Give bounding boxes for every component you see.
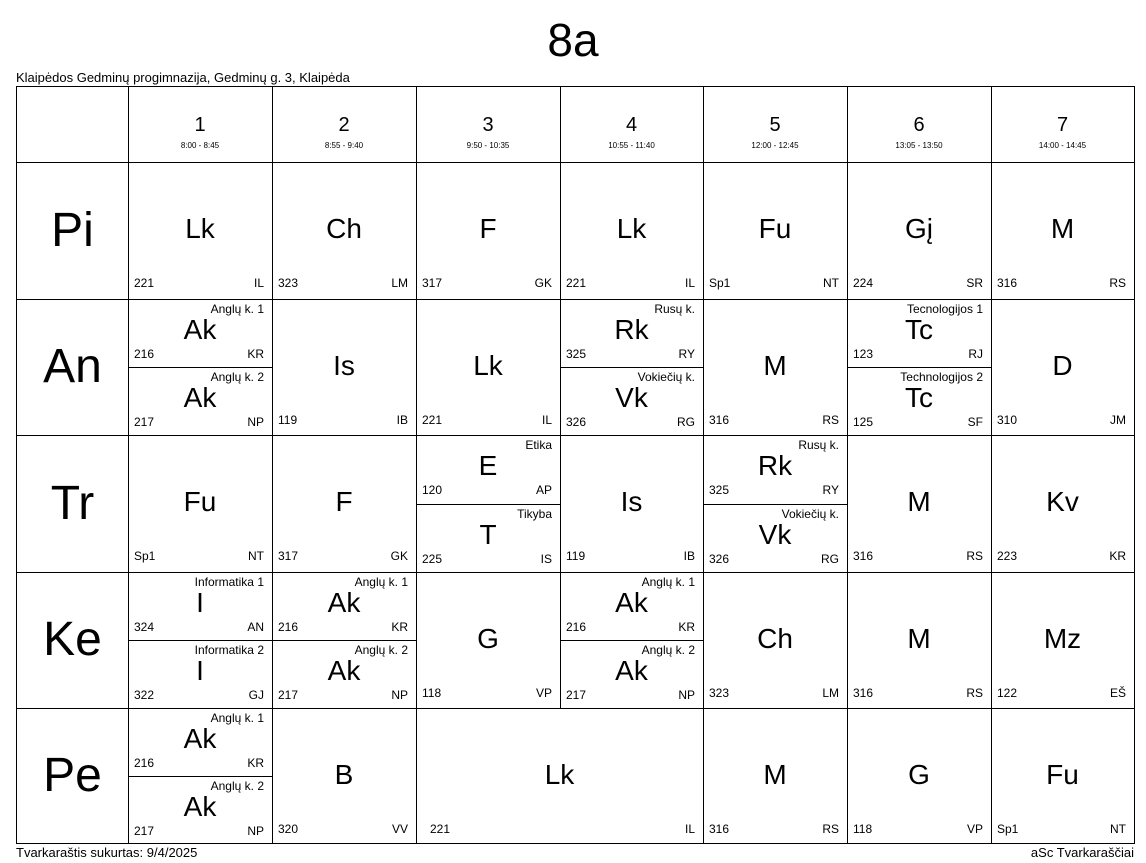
teacher-code: RG xyxy=(677,415,695,429)
group-name: Anglų k. 1 xyxy=(641,575,695,589)
column-divider xyxy=(847,435,848,572)
group-name: Vokiečių k. xyxy=(637,370,695,384)
subject-code: Kv xyxy=(1046,486,1079,517)
lesson-cell[interactable] xyxy=(847,299,991,367)
lesson-cell[interactable] xyxy=(416,435,560,504)
subject-code: F xyxy=(479,213,497,244)
teacher-code: RY xyxy=(678,347,695,361)
lesson-cell[interactable] xyxy=(416,572,560,708)
lesson-cell[interactable] xyxy=(991,572,1134,708)
teacher-code: RJ xyxy=(968,347,983,361)
room-number: 316 xyxy=(853,686,874,700)
room-number: 119 xyxy=(566,549,586,563)
day-label: Ke xyxy=(43,613,102,666)
room-number: 316 xyxy=(997,276,1018,290)
lesson-cell[interactable] xyxy=(847,162,991,299)
column-divider xyxy=(991,572,992,708)
lesson-cell[interactable] xyxy=(991,299,1134,435)
teacher-code: NP xyxy=(678,688,695,702)
column-divider xyxy=(128,162,129,299)
column-divider xyxy=(847,162,848,299)
room-number: 322 xyxy=(134,688,155,702)
column-divider xyxy=(128,708,129,844)
teacher-code: SR xyxy=(966,276,983,290)
room-number: 320 xyxy=(278,822,299,836)
header-bottom-line xyxy=(17,162,1134,163)
column-divider xyxy=(272,299,273,435)
period-time: 14:00 - 14:45 xyxy=(1038,141,1087,150)
room-number: 221 xyxy=(422,413,443,427)
teacher-code: KR xyxy=(678,620,695,634)
header-divider xyxy=(703,87,704,162)
teacher-code: AN xyxy=(247,620,264,634)
column-divider xyxy=(128,299,129,435)
room-number: 326 xyxy=(566,415,587,429)
teacher-code: RS xyxy=(1109,276,1126,290)
teacher-code: IS xyxy=(540,552,552,566)
room-number: 118 xyxy=(422,686,442,700)
period-header xyxy=(272,87,416,162)
period-header xyxy=(128,87,272,162)
lesson-cell[interactable] xyxy=(847,367,991,435)
lesson-cell[interactable] xyxy=(272,299,416,435)
subject-code: Rk xyxy=(757,450,793,481)
room-number: 122 xyxy=(997,686,1018,700)
column-divider xyxy=(703,299,704,435)
lesson-cell[interactable] xyxy=(272,708,416,844)
lesson-cell[interactable] xyxy=(703,435,847,504)
column-divider xyxy=(272,708,273,844)
group-name: Anglų k. 1 xyxy=(210,711,264,725)
period-time: 8:55 - 9:40 xyxy=(324,141,364,150)
teacher-code: AP xyxy=(535,483,552,497)
subject-code: I xyxy=(196,587,204,618)
subject-code: Ak xyxy=(615,655,648,686)
subject-code: Lk xyxy=(185,213,215,244)
column-divider xyxy=(272,572,273,708)
subject-code: G xyxy=(477,623,499,654)
group-name: Anglų k. 2 xyxy=(354,643,408,657)
period-time: 13:05 - 13:50 xyxy=(895,141,943,150)
period-number: 6 xyxy=(913,114,925,136)
column-divider xyxy=(416,572,417,708)
group-name: Etika xyxy=(525,438,552,452)
room-number: 216 xyxy=(134,756,155,770)
column-divider xyxy=(560,435,561,572)
room-number: 221 xyxy=(430,822,451,836)
column-divider xyxy=(703,435,704,572)
period-header xyxy=(560,87,703,162)
teacher-code: LM xyxy=(391,276,408,290)
room-number: 125 xyxy=(853,415,874,429)
group-name: Informatika 1 xyxy=(194,575,264,589)
group-name: Anglų k. 2 xyxy=(641,643,695,657)
lesson-cell[interactable] xyxy=(272,162,416,299)
teacher-code: NT xyxy=(823,276,839,290)
teacher-code: LM xyxy=(822,686,839,700)
teacher-code: KR xyxy=(1109,549,1126,563)
teacher-code: RG xyxy=(821,552,839,566)
column-divider xyxy=(560,162,561,299)
period-number: 5 xyxy=(769,114,781,136)
lesson-cell[interactable] xyxy=(128,640,272,708)
lesson-cell[interactable] xyxy=(128,435,272,572)
column-divider xyxy=(128,435,129,572)
header-divider xyxy=(847,87,848,162)
period-header xyxy=(991,87,1134,162)
column-divider xyxy=(991,299,992,435)
lesson-cell[interactable] xyxy=(560,367,703,435)
lesson-cell[interactable] xyxy=(272,640,416,708)
lesson-cell[interactable] xyxy=(703,708,847,844)
lesson-cell[interactable] xyxy=(560,162,703,299)
lesson-cell[interactable] xyxy=(128,299,272,367)
group-name: Rusų k. xyxy=(798,438,839,452)
subject-code: Tc xyxy=(905,382,933,413)
subject-code: Ch xyxy=(326,213,362,244)
room-number: 217 xyxy=(134,824,155,838)
subject-code: B xyxy=(334,759,354,790)
teacher-code: RY xyxy=(822,483,839,497)
teacher-code: NT xyxy=(248,549,264,563)
room-number: 217 xyxy=(134,415,155,429)
room-number: 326 xyxy=(709,552,730,566)
day-label: Tr xyxy=(50,477,95,530)
room-number: 221 xyxy=(566,276,587,290)
teacher-code: GJ xyxy=(248,688,264,702)
lesson-cell[interactable] xyxy=(128,708,272,776)
room-number: 324 xyxy=(134,620,155,634)
teacher-code: GK xyxy=(534,276,552,290)
group-name: Vokiečių k. xyxy=(781,507,839,521)
lesson-cell[interactable] xyxy=(416,708,703,844)
subject-code: T xyxy=(479,519,497,550)
column-divider xyxy=(703,572,704,708)
column-divider xyxy=(416,435,417,572)
room-number: 119 xyxy=(278,413,298,427)
lesson-cell[interactable] xyxy=(560,572,703,640)
group-name: Informatika 2 xyxy=(194,643,264,657)
group-name: Anglų k. 1 xyxy=(354,575,408,589)
teacher-code: JM xyxy=(1110,413,1126,427)
period-number: 2 xyxy=(338,114,350,136)
period-time: 12:00 - 12:45 xyxy=(751,141,799,150)
column-divider xyxy=(560,299,561,435)
period-header xyxy=(703,87,847,162)
subject-code: Fu xyxy=(183,486,217,517)
column-divider xyxy=(416,299,417,435)
room-number: 216 xyxy=(278,620,299,634)
row-divider xyxy=(17,435,1134,436)
room-number: 323 xyxy=(278,276,299,290)
subject-code: M xyxy=(907,486,931,517)
subject-code: E xyxy=(478,450,498,481)
row-divider xyxy=(17,708,1134,709)
room-number: 221 xyxy=(134,276,155,290)
timetable-grid xyxy=(16,86,1135,844)
lesson-cell[interactable] xyxy=(847,708,991,844)
subject-code: Ch xyxy=(757,623,793,654)
group-name: Technologijos 2 xyxy=(900,370,983,384)
room-number: 118 xyxy=(853,822,873,836)
period-time: 9:50 - 10:35 xyxy=(466,141,510,150)
day-label: An xyxy=(43,340,102,393)
room-number: 325 xyxy=(566,347,587,361)
teacher-code: VP xyxy=(535,686,552,700)
teacher-code: RS xyxy=(966,549,983,563)
column-divider xyxy=(272,435,273,572)
column-divider xyxy=(128,572,129,708)
created-date: Tvarkaraštis sukurtas: 9/4/2025 xyxy=(16,845,198,860)
lesson-cell[interactable] xyxy=(560,640,703,708)
room-number: 223 xyxy=(997,549,1018,563)
header-divider xyxy=(272,87,273,162)
period-header xyxy=(847,87,991,162)
teacher-code: IB xyxy=(396,413,408,427)
teacher-code: RS xyxy=(966,686,983,700)
subject-code: Ak xyxy=(615,587,648,618)
room-number: 120 xyxy=(422,483,443,497)
day-label: Pe xyxy=(43,749,102,802)
teacher-code: NP xyxy=(391,688,408,702)
column-divider xyxy=(560,572,561,708)
room-number: 310 xyxy=(997,413,1018,427)
subject-code: Is xyxy=(333,350,355,381)
teacher-code: IL xyxy=(684,276,695,290)
header-divider xyxy=(128,87,129,162)
teacher-code: NT xyxy=(1110,822,1126,836)
room-number: 317 xyxy=(422,276,443,290)
room-number: Sp1 xyxy=(997,822,1019,836)
room-number: 224 xyxy=(853,276,874,290)
teacher-code: IL xyxy=(541,413,552,427)
subject-code: Vk xyxy=(615,382,648,413)
class-title: 8a xyxy=(547,14,599,66)
header-divider xyxy=(991,87,992,162)
subject-code: F xyxy=(335,486,353,517)
lesson-cell[interactable] xyxy=(703,299,847,435)
group-name: Anglų k. 1 xyxy=(210,302,264,316)
teacher-code: KR xyxy=(247,756,264,770)
lesson-cell[interactable] xyxy=(272,572,416,640)
subject-code: Ak xyxy=(183,723,217,754)
teacher-code: VV xyxy=(391,822,408,836)
subject-code: M xyxy=(907,623,931,654)
subject-code: G xyxy=(908,759,930,790)
lesson-cell[interactable] xyxy=(560,299,703,367)
lesson-cell[interactable] xyxy=(703,504,847,572)
lesson-cell[interactable] xyxy=(847,572,991,708)
teacher-code: RS xyxy=(822,822,839,836)
room-number: 316 xyxy=(709,822,730,836)
period-number: 4 xyxy=(625,114,638,136)
subject-code: D xyxy=(1052,350,1073,381)
subject-code: M xyxy=(1050,213,1075,244)
room-number: 123 xyxy=(853,347,874,361)
lesson-cell[interactable] xyxy=(560,435,703,572)
column-divider xyxy=(991,708,992,844)
teacher-code: GK xyxy=(390,549,408,563)
room-number: 316 xyxy=(853,549,874,563)
lesson-cell[interactable] xyxy=(847,435,991,572)
teacher-code: NP xyxy=(247,824,264,838)
lesson-cell[interactable] xyxy=(128,572,272,640)
room-number: Sp1 xyxy=(709,276,731,290)
subject-code: Lk xyxy=(544,759,575,790)
teacher-code: EŠ xyxy=(1109,686,1126,700)
room-number: 323 xyxy=(709,686,730,700)
lesson-cell[interactable] xyxy=(703,572,847,708)
subject-code: Tc xyxy=(905,314,933,345)
header-divider xyxy=(560,87,561,162)
group-name: Tikyba xyxy=(517,507,552,521)
school-address: Klaipėdos Gedminų progimnazija, Gedminų g. 3, Klaipėda xyxy=(16,70,350,85)
teacher-code: KR xyxy=(247,347,264,361)
period-number: 7 xyxy=(1056,114,1069,136)
subject-code: Ak xyxy=(327,587,361,618)
column-divider xyxy=(416,708,417,844)
room-number: 316 xyxy=(709,413,730,427)
subject-code: Rk xyxy=(614,314,649,345)
subject-code: Ak xyxy=(183,791,217,822)
period-header xyxy=(416,87,560,162)
room-number: 216 xyxy=(566,620,587,634)
subject-code: Lk xyxy=(473,350,503,381)
lesson-cell[interactable] xyxy=(416,504,560,572)
subject-code: M xyxy=(763,350,787,381)
subject-code: Fu xyxy=(1046,759,1079,790)
column-divider xyxy=(991,162,992,299)
teacher-code: VP xyxy=(966,822,983,836)
room-number: 225 xyxy=(422,552,443,566)
teacher-code: KR xyxy=(391,620,408,634)
subject-code: Ak xyxy=(327,655,361,686)
subject-code: M xyxy=(763,759,787,790)
lesson-cell[interactable] xyxy=(416,162,560,299)
lesson-cell[interactable] xyxy=(128,367,272,435)
room-number: 217 xyxy=(566,688,587,702)
subject-code: Is xyxy=(620,486,643,517)
room-number: 317 xyxy=(278,549,299,563)
lesson-cell[interactable] xyxy=(991,162,1134,299)
room-number: Sp1 xyxy=(134,549,156,563)
subject-code: Mz xyxy=(1043,623,1082,654)
period-time: 10:55 - 11:40 xyxy=(608,141,655,150)
teacher-code: RS xyxy=(822,413,839,427)
room-number: 216 xyxy=(134,347,155,361)
subject-code: Fu xyxy=(758,213,792,244)
subject-code: Ak xyxy=(183,382,217,413)
column-divider xyxy=(847,299,848,435)
subject-code: Gį xyxy=(905,213,933,244)
column-divider xyxy=(847,572,848,708)
subject-code: Lk xyxy=(616,213,647,244)
period-number: 1 xyxy=(194,114,206,136)
room-number: 217 xyxy=(278,688,299,702)
row-divider xyxy=(17,299,1134,300)
lesson-cell[interactable] xyxy=(991,708,1134,844)
row-divider xyxy=(17,572,1134,573)
period-time: 8:00 - 8:45 xyxy=(180,141,220,150)
lesson-cell[interactable] xyxy=(128,162,272,299)
lesson-cell[interactable] xyxy=(416,299,560,435)
subject-code: Vk xyxy=(758,519,792,550)
software-name: aSc Tvarkaraščiai xyxy=(1030,845,1134,860)
group-name: Rusų k. xyxy=(654,302,695,316)
column-divider xyxy=(703,162,704,299)
teacher-code: SF xyxy=(967,415,983,429)
day-label: Pi xyxy=(51,204,94,257)
group-name: Anglų k. 2 xyxy=(210,370,264,384)
column-divider xyxy=(416,162,417,299)
period-number: 3 xyxy=(482,114,494,136)
lesson-cell[interactable] xyxy=(991,435,1134,572)
column-divider xyxy=(272,162,273,299)
teacher-code: IL xyxy=(684,822,695,836)
teacher-code: IL xyxy=(253,276,264,290)
teacher-code: NP xyxy=(247,415,264,429)
group-name: Tecnologijos 1 xyxy=(906,302,983,316)
subject-code: Ak xyxy=(183,314,217,345)
teacher-code: IB xyxy=(683,549,695,563)
column-divider xyxy=(703,708,704,844)
subject-code: I xyxy=(196,655,204,686)
lesson-cell[interactable] xyxy=(703,162,847,299)
header-divider xyxy=(416,87,417,162)
column-divider xyxy=(847,708,848,844)
lesson-cell[interactable] xyxy=(128,776,272,844)
column-divider xyxy=(991,435,992,572)
room-number: 325 xyxy=(709,483,730,497)
lesson-cell[interactable] xyxy=(272,435,416,572)
group-name: Anglų k. 2 xyxy=(210,779,264,793)
